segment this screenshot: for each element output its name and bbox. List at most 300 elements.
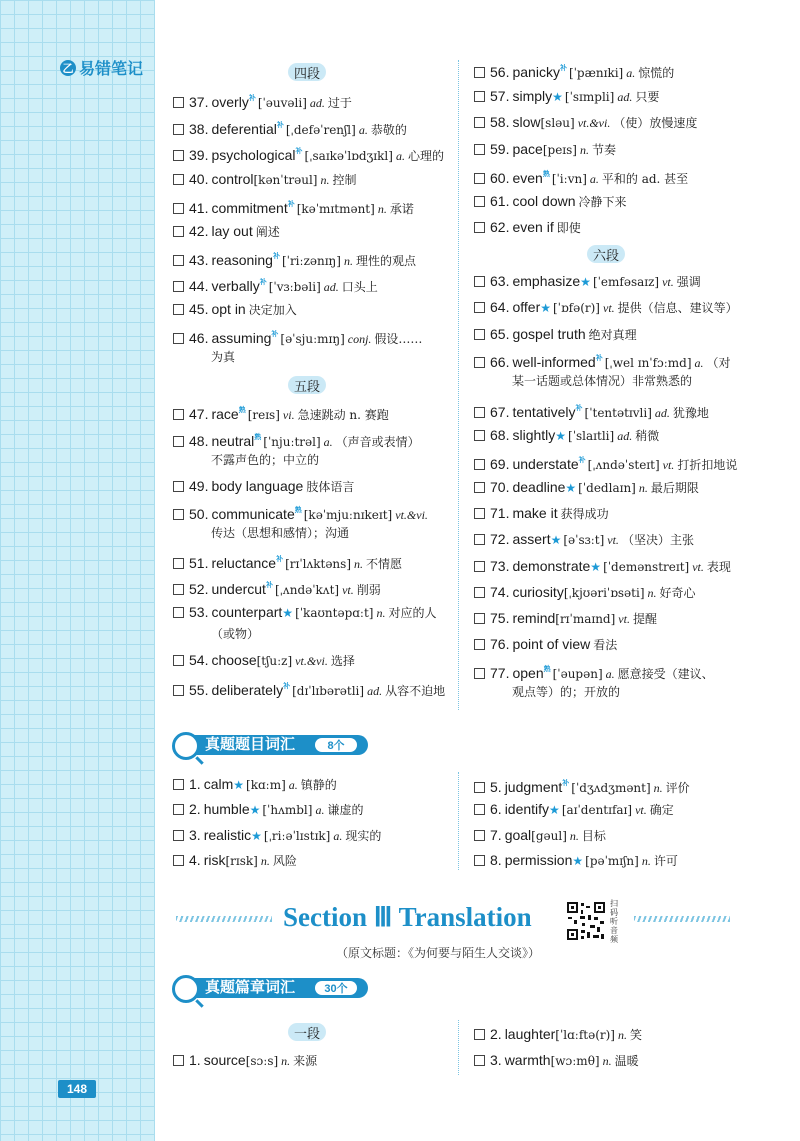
segment-label-6: 六段 [587, 245, 625, 263]
item-number: 68. [490, 427, 510, 443]
item-number: 64. [490, 299, 510, 315]
phonetic: [rɪˈlʌktəns] [285, 557, 351, 571]
phonetic: [ˈkaʊntəpɑːt] [295, 606, 374, 620]
star-icon: ★ [282, 606, 294, 620]
chinese-meaning: 镇静的 [300, 778, 337, 792]
part-of-speech: a. [626, 66, 636, 80]
part-of-speech: vt. [662, 275, 674, 289]
vocab-word: deliberately [211, 682, 284, 698]
chinese-meaning: 来源 [293, 1054, 318, 1068]
vocab-word: deferential [211, 121, 277, 137]
item-number: 42. [189, 223, 209, 239]
section-title: Section Ⅲ Translation [283, 902, 532, 932]
chinese-meaning: 现实的 [345, 829, 382, 843]
chinese-meaning-continued: 某一话题或总体情况）非常熟悉的 [512, 374, 693, 388]
item-number: 1. [189, 1052, 201, 1068]
supplement-mark-icon: 熟 [543, 666, 551, 673]
chinese-meaning: 愿意接受（建议、 [617, 667, 714, 681]
vocab-word: demonstrate [512, 558, 591, 574]
part-of-speech: ad. [367, 684, 383, 698]
chinese-meaning: 冷静下来 [578, 195, 627, 209]
vocab-word: lay out [211, 223, 253, 239]
item-number: 51. [189, 555, 209, 571]
phonetic: [əˈsɜːt] [563, 533, 605, 547]
vocab-item [474, 1051, 639, 1070]
chinese-meaning: 心理的 [407, 149, 444, 163]
item-number: 76. [490, 636, 510, 652]
chinese-meaning: （声音或表情） [335, 435, 420, 449]
part-of-speech: a. [288, 778, 298, 792]
phonetic: [ˈtentətɪvli] [584, 406, 652, 420]
chinese-meaning: 打折扣地说 [677, 458, 738, 472]
part-of-speech: conj. [347, 332, 372, 346]
phonetic: [peɪs] [542, 143, 577, 157]
item-number: 1. [189, 776, 201, 792]
chinese-meaning: 节奏 [591, 143, 616, 157]
chinese-meaning-continued: 观点等）的；开放的 [512, 685, 621, 699]
part-of-speech: vt. [618, 612, 630, 626]
supplement-mark-icon: 补 [271, 331, 279, 338]
supplement-mark-icon: 补 [265, 582, 273, 589]
vocab-word: slow [512, 114, 541, 130]
phonetic: [ˈlɑːftə(r)] [555, 1028, 615, 1042]
supplement-mark-icon: 熟 [542, 171, 550, 178]
vocab-word: curiosity [512, 584, 564, 600]
part-of-speech: a. [694, 356, 704, 370]
phonetic: [kəˈmɪtmənt] [296, 202, 375, 216]
phonetic: [sləu] [540, 116, 575, 130]
chinese-meaning: 强调 [676, 275, 701, 289]
item-number: 52. [189, 581, 209, 597]
star-icon: ★ [590, 560, 602, 574]
chinese-meaning: 不情愿 [366, 557, 403, 571]
chinese-meaning: 从容不迫地 [385, 684, 446, 698]
page-number: 148 [58, 1080, 96, 1098]
vocab-word: choose [211, 652, 257, 668]
vocab-word: realistic [203, 827, 252, 843]
vocab-word: body language [211, 478, 304, 494]
part-of-speech: a. [605, 667, 615, 681]
phonetic: [ˈəuvəli] [257, 96, 307, 110]
star-icon: ★ [555, 429, 567, 443]
item-number: 56. [490, 64, 510, 80]
part-of-speech: vt. [342, 583, 354, 597]
phonetic: [ˈemfəsaɪz] [592, 275, 660, 289]
item-number: 43. [189, 252, 209, 268]
vocab-word: communicate [211, 506, 295, 522]
chinese-meaning: 控制 [332, 173, 357, 187]
phonetic: [sɔːs] [245, 1054, 279, 1068]
item-number: 54. [189, 652, 209, 668]
vocab-word: understate [512, 456, 579, 472]
item-number: 61. [490, 193, 510, 209]
vocab-word: tentatively [512, 404, 576, 420]
item-number: 50. [189, 506, 209, 522]
part-of-speech: vt. [607, 533, 619, 547]
part-of-speech: n. [343, 254, 353, 268]
vocab-word: goal [504, 827, 532, 843]
chinese-meaning: 即使 [556, 221, 581, 235]
vocab-word: identify [504, 801, 550, 817]
chinese-meaning: 承诺 [389, 202, 414, 216]
item-number: 2. [490, 1026, 502, 1042]
phonetic: [ˈdemənstreɪt] [603, 560, 690, 574]
supplement-mark-icon: 补 [559, 65, 567, 72]
item-number: 38. [189, 121, 209, 137]
chinese-meaning: 提醒 [632, 612, 657, 626]
brand [60, 56, 143, 79]
part-of-speech: n. [638, 481, 648, 495]
vocab-word: reasoning [211, 252, 273, 268]
item-number: 55. [189, 682, 209, 698]
part-of-speech: n. [376, 606, 386, 620]
phonetic: [ˈvɜːbəli] [268, 280, 321, 294]
item-number: 59. [490, 141, 510, 157]
chinese-meaning: （坚决）主张 [621, 533, 694, 547]
phonetic: [ˌriːəˈlɪstɪk] [263, 829, 331, 843]
brand-text: 易错笔记 [79, 59, 144, 78]
item-number: 40. [189, 171, 209, 187]
supplement-mark-icon: 补 [562, 780, 570, 787]
item-number: 53. [189, 604, 209, 620]
phonetic: [rɪˈmaɪnd] [555, 612, 616, 626]
part-of-speech: a. [323, 435, 333, 449]
phonetic: [ˈsɪmpli] [564, 90, 615, 104]
chinese-meaning: 决定加入 [248, 303, 297, 317]
part-of-speech: n. [579, 143, 589, 157]
vocab-word: panicky [512, 64, 560, 80]
item-number: 8. [490, 852, 502, 868]
item-number: 7. [490, 827, 502, 843]
star-icon: ★ [565, 481, 577, 495]
chinese-meaning: （使）放慢速度 [613, 116, 698, 130]
chinese-meaning: 目标 [581, 829, 606, 843]
chinese-meaning-continued: 不露声色的；中立的 [211, 453, 320, 467]
phonetic: [ˌʌndəˈkʌt] [274, 583, 340, 597]
vocab-word: even if [512, 219, 554, 235]
part-of-speech: n. [641, 854, 651, 868]
segment-label-5: 五段 [288, 376, 326, 394]
star-icon: ★ [540, 301, 551, 315]
item-number: 5. [490, 779, 502, 795]
part-of-speech: n. [281, 1054, 291, 1068]
chinese-meaning: 口头上 [341, 280, 378, 294]
chinese-meaning: 确定 [649, 803, 674, 817]
part-of-speech: n. [602, 1054, 612, 1068]
chinese-meaning: 对应的人 [388, 606, 437, 620]
vocab-word: judgment [504, 779, 563, 795]
vocab-word: overly [211, 94, 249, 110]
chinese-meaning: 风险 [272, 854, 297, 868]
star-icon: ★ [550, 533, 562, 547]
checkbox[interactable] [474, 1055, 485, 1066]
vocab-word: source [203, 1052, 246, 1068]
chinese-meaning: 表现 [706, 560, 731, 574]
part-of-speech: vt. [603, 301, 615, 315]
vocab-word: race [211, 406, 239, 422]
checkbox[interactable] [173, 1055, 184, 1066]
chinese-meaning: 稍微 [635, 429, 660, 443]
supplement-mark-icon: 补 [276, 556, 284, 563]
part-of-speech: vt.&vi. [395, 508, 428, 522]
part-of-speech: n. [569, 829, 579, 843]
column-divider [458, 772, 459, 870]
item-number: 48. [189, 433, 209, 449]
checkbox[interactable] [474, 1029, 485, 1040]
vocab-word: permission [504, 852, 573, 868]
phonetic: [tʃuːz] [256, 654, 293, 668]
vocab-item [474, 1025, 642, 1044]
chinese-meaning: 假设…… [374, 332, 423, 346]
vocab-word: calm [203, 776, 234, 792]
chinese-meaning: 笑 [629, 1028, 642, 1042]
phonetic: [rɪsk] [225, 854, 258, 868]
phonetic: [ˌwel ɪnˈfɔːmd] [604, 356, 692, 370]
chinese-meaning: 好奇心 [659, 586, 696, 600]
part-of-speech: vt.&vi. [295, 654, 328, 668]
part-of-speech: ad. [323, 280, 339, 294]
phonetic: [wɔːmθ] [550, 1054, 600, 1068]
banner-title: 真题题目词汇 [205, 736, 296, 753]
supplement-mark-icon: 补 [578, 457, 586, 464]
vocab-word: remind [512, 610, 556, 626]
chinese-meaning: 谦虚的 [327, 803, 364, 817]
vocab-word: point of view [512, 636, 591, 652]
supplement-mark-icon: 熟 [294, 507, 302, 514]
item-number: 2. [189, 801, 201, 817]
part-of-speech: ad. [617, 429, 633, 443]
part-of-speech: a. [395, 149, 405, 163]
vocab-word: commitment [211, 200, 288, 216]
item-number: 49. [189, 478, 209, 494]
item-number: 3. [189, 827, 201, 843]
vocab-word: assert [512, 531, 551, 547]
phonetic: [ˈɒfə(r)] [553, 301, 600, 315]
supplement-mark-icon: 补 [283, 683, 291, 690]
item-number: 65. [490, 326, 510, 342]
item-number: 44. [189, 278, 209, 294]
chinese-meaning: 温暖 [614, 1054, 639, 1068]
chinese-meaning: 平和的 ad. 甚至 [601, 172, 689, 186]
star-icon: ★ [580, 275, 591, 289]
phonetic: [kənˈtrəul] [253, 173, 318, 187]
segment-label-1: 一段 [288, 1023, 326, 1041]
phonetic: [əˈsjuːmɪŋ] [280, 332, 345, 346]
star-icon: ★ [249, 803, 261, 817]
sidebar-grid [0, 0, 155, 1141]
vocab-item [173, 1051, 317, 1070]
phonetic: [ˌdefəˈrenʃl] [285, 123, 356, 137]
part-of-speech: n. [377, 202, 387, 216]
part-of-speech: a. [358, 123, 368, 137]
phonetic: [dɪˈlɪbərətli] [292, 684, 365, 698]
supplement-mark-icon: 补 [276, 122, 284, 129]
vocab-word: open [512, 665, 544, 681]
vocab-word: assuming [211, 330, 272, 346]
phonetic: [pəˈmɪʃn] [585, 854, 639, 868]
supplement-mark-icon: 熟 [238, 407, 246, 414]
part-of-speech: n. [320, 173, 330, 187]
phonetic: [ˈriːzənɪŋ] [281, 254, 341, 268]
vocab-word: offer [512, 299, 541, 315]
part-of-speech: vt.&vi. [577, 116, 611, 130]
passage-left-column [173, 0, 453, 1100]
part-of-speech: n. [647, 586, 657, 600]
vocab-word: pace [512, 141, 543, 157]
item-number: 67. [490, 404, 510, 420]
part-of-speech: n. [617, 1028, 627, 1042]
part-of-speech: a. [589, 172, 599, 186]
chinese-meaning: 评价 [665, 781, 690, 795]
supplement-mark-icon: 补 [295, 148, 303, 155]
phonetic: [ˌsaɪkəˈlɒdʒɪkl] [304, 149, 393, 163]
chinese-meaning: 获得成功 [560, 507, 609, 521]
chinese-meaning: 恭敬的 [370, 123, 407, 137]
part-of-speech: n. [354, 557, 363, 571]
chinese-meaning: 削弱 [356, 583, 381, 597]
phonetic: [ˈiːvn] [551, 172, 587, 186]
supplement-mark-icon: 补 [595, 355, 603, 362]
vocab-word: well-informed [512, 354, 596, 370]
supplement-mark-icon: 补 [272, 253, 280, 260]
chinese-meaning: 只要 [635, 90, 660, 104]
supplement-mark-icon: 补 [248, 95, 256, 102]
supplement-mark-icon: 补 [575, 405, 583, 412]
vocab-word: slightly [512, 427, 556, 443]
brand-logo-icon: 乙 [60, 60, 76, 76]
chinese-meaning: 过于 [327, 96, 352, 110]
phonetic: [ˈdʒʌdʒmənt] [571, 781, 651, 795]
chinese-meaning: 许可 [653, 854, 678, 868]
part-of-speech: n. [653, 781, 663, 795]
phonetic: [ˈnjuːtrəl] [263, 435, 321, 449]
vocab-word: emphasize [512, 273, 581, 289]
item-number: 74. [490, 584, 510, 600]
part-of-speech: n. [260, 854, 270, 868]
phonetic: [kɑːm] [246, 778, 286, 792]
item-number: 46. [189, 330, 209, 346]
item-number: 45. [189, 301, 209, 317]
supplement-mark-icon: 补 [287, 201, 295, 208]
phonetic: [aɪˈdentɪfaɪ] [561, 803, 633, 817]
phonetic: [gəul] [531, 829, 567, 843]
vocab-word: cool down [512, 193, 576, 209]
star-icon: ★ [549, 803, 560, 817]
part-of-speech: ad. [309, 96, 325, 110]
chinese-meaning: 理性的观点 [355, 254, 416, 268]
vocab-word: laughter [504, 1026, 556, 1042]
part-of-speech: a. [315, 803, 325, 817]
phonetic: [reɪs] [247, 408, 280, 422]
vocab-word: even [512, 170, 543, 186]
phonetic: [ˌʌndəˈsteɪt] [587, 458, 660, 472]
vocab-word: gospel truth [512, 326, 586, 342]
item-number: 77. [490, 665, 510, 681]
part-of-speech: a. [333, 829, 343, 843]
chinese-meaning: （对 [706, 356, 731, 370]
phonetic: [ˈslaɪtli] [568, 429, 615, 443]
star-icon: ★ [233, 778, 245, 792]
chinese-meaning: 看法 [593, 638, 618, 652]
column-divider [458, 1020, 459, 1075]
vocab-word: warmth [504, 1052, 551, 1068]
star-icon: ★ [552, 90, 563, 104]
vocab-word: reluctance [211, 555, 277, 571]
banner-count: 8个 [315, 738, 357, 752]
chinese-meaning-continued: 传达（思想和感情）；沟通 [211, 526, 350, 540]
phonetic: [ˌkjʊəriˈɒsəti] [563, 586, 645, 600]
chinese-meaning: 阐述 [255, 225, 280, 239]
phonetic: [ˈəupən] [552, 667, 603, 681]
vocab-word: verbally [211, 278, 260, 294]
chinese-meaning: 急速跳动 n. 赛跑 [297, 408, 389, 422]
passage-right-column [474, 0, 794, 1100]
vocab-word: humble [203, 801, 250, 817]
vocab-word: make it [512, 505, 558, 521]
item-number: 39. [189, 147, 209, 163]
vocab-word: counterpart [211, 604, 283, 620]
item-number: 71. [490, 505, 510, 521]
item-number: 73. [490, 558, 510, 574]
phonetic: [ˈpænɪki] [568, 66, 624, 80]
part-of-speech: vt. [662, 458, 675, 472]
section-subtitle: （原文标题：《为何要与陌生人交谈》） [336, 946, 541, 960]
part-of-speech: vt. [692, 560, 704, 574]
item-number: 57. [490, 88, 510, 104]
vocab-word: risk [203, 852, 226, 868]
vocab-word: control [211, 171, 254, 187]
chinese-meaning: 肢体语言 [306, 480, 355, 494]
item-number: 6. [490, 801, 502, 817]
item-number: 72. [490, 531, 510, 547]
banner-title: 真题篇章词汇 [205, 979, 296, 996]
item-number: 66. [490, 354, 510, 370]
vocab-word: neutral [211, 433, 255, 449]
phonetic: [kəˈmjuːnɪkeɪt] [303, 508, 393, 522]
star-icon: ★ [572, 854, 584, 868]
star-icon: ★ [251, 829, 262, 843]
item-number: 47. [189, 406, 209, 422]
item-number: 62. [490, 219, 510, 235]
vocab-word: psychological [211, 147, 296, 163]
phonetic: [ˈdedlaɪn] [578, 481, 636, 495]
vocab-word: simply [512, 88, 553, 104]
chinese-meaning-continued: （或物） [211, 627, 260, 641]
part-of-speech: ad. [617, 90, 633, 104]
vocab-word: opt in [211, 301, 246, 317]
chinese-meaning: 选择 [330, 654, 355, 668]
item-number: 58. [490, 114, 510, 130]
part-of-speech: ad. [654, 406, 670, 420]
column-divider [458, 60, 459, 710]
item-number: 63. [490, 273, 510, 289]
phonetic: [ˈhʌmbl] [262, 803, 313, 817]
part-of-speech: vt. [635, 803, 647, 817]
item-number: 69. [490, 456, 510, 472]
item-number: 37. [189, 94, 209, 110]
qr-caption: 扫码听音频 [610, 899, 618, 944]
part-of-speech: vi. [282, 408, 295, 422]
chinese-meaning: 绝对真理 [588, 328, 637, 342]
item-number: 75. [490, 610, 510, 626]
banner-count: 30个 [315, 981, 357, 995]
vocab-word: undercut [211, 581, 266, 597]
chinese-meaning: 最后期限 [650, 481, 699, 495]
item-number: 3. [490, 1052, 502, 1068]
supplement-mark-icon: 熟 [254, 434, 262, 441]
segment-label-4: 四段 [288, 63, 326, 81]
chinese-meaning: 提供（信息、建议等） [617, 301, 738, 315]
